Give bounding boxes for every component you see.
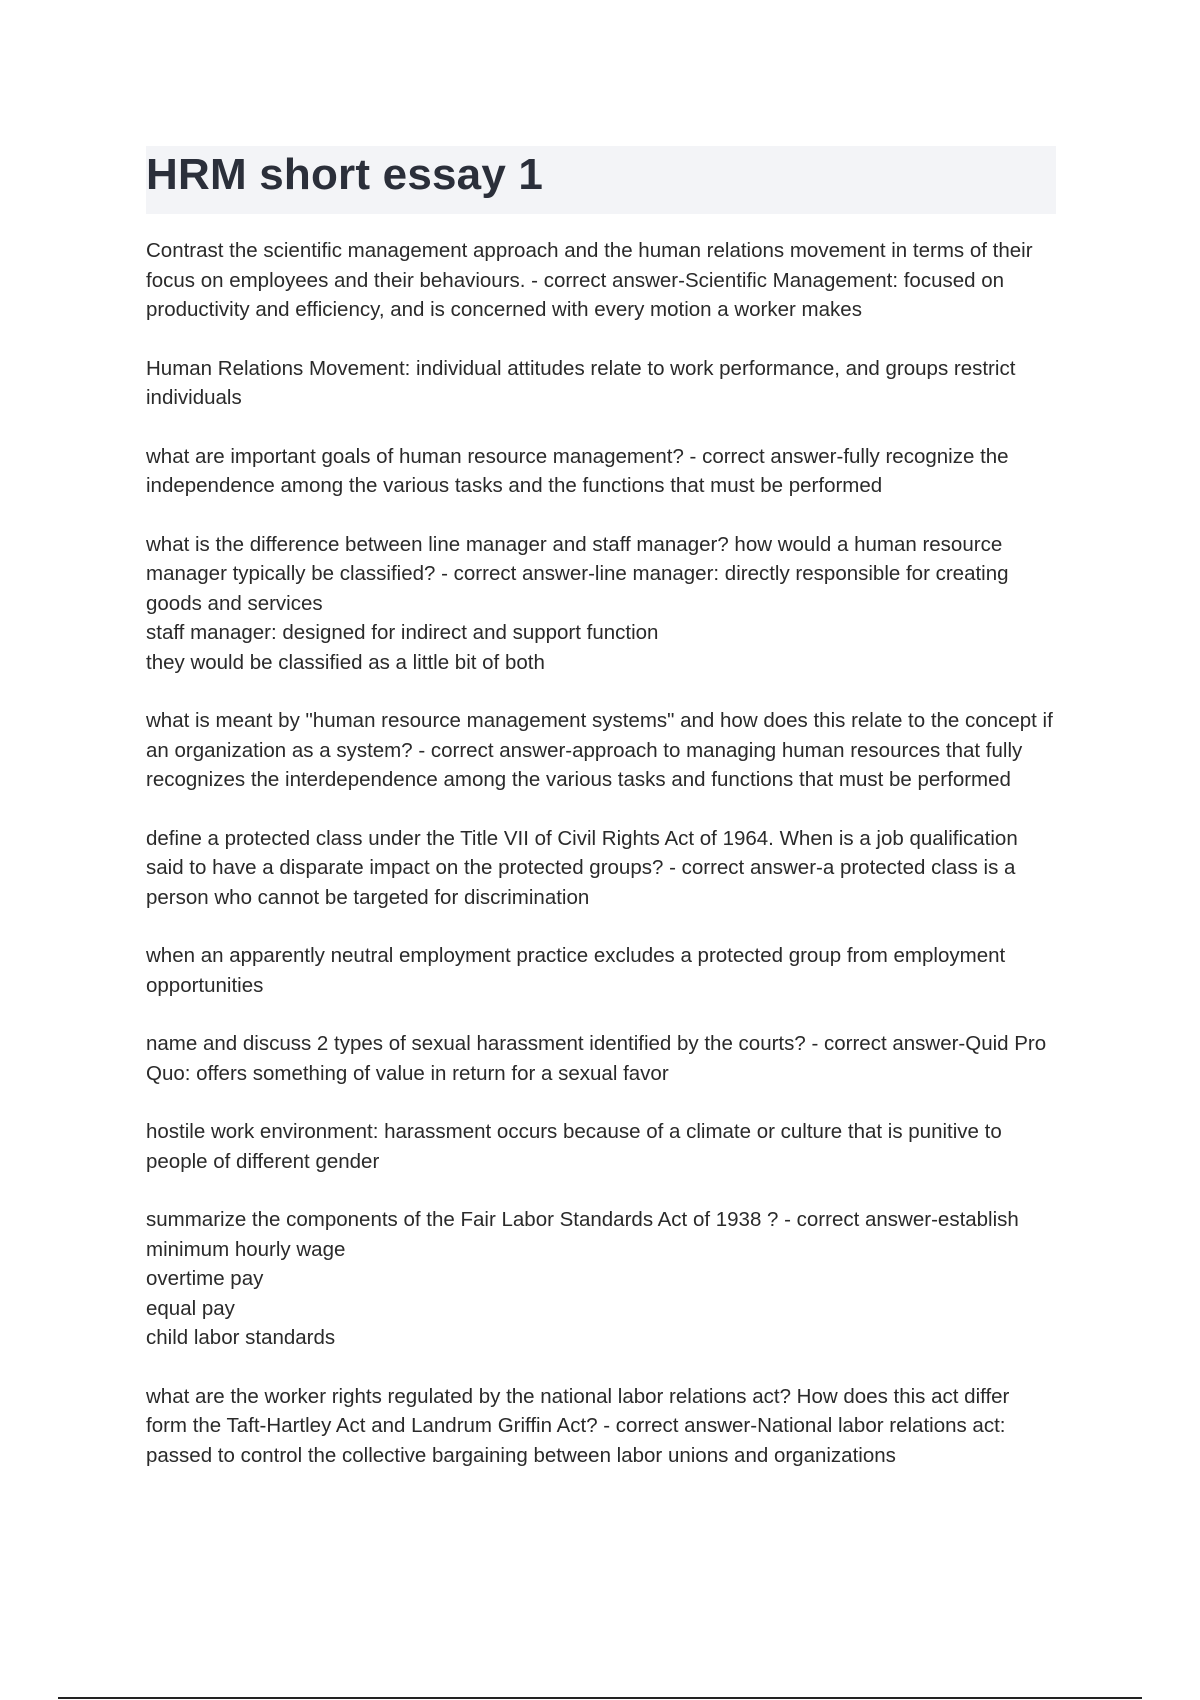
paragraph-2: Human Relations Movement: individual attitudes relate to work performance, and groups restrict individuals	[146, 356, 1016, 409]
paragraph-6: define a protected class under the Title VII of Civil Rights Act of 1964. When is a job qualification said to have a disparate impact on the protected groups? - correct answer-a protected class is a person who cannot be targeted for discrimination	[146, 826, 1018, 909]
paragraph-5: what is meant by "human resource management systems" and how does this relate to the concept if an organization as a system? - correct answer-approach to managing human resources that fully recognizes the interdependence among the various tasks and functions that must be performed	[146, 709, 1053, 791]
title-banner	[146, 146, 1056, 214]
document-title: HRM short essay 1	[146, 150, 544, 199]
page-bottom-divider	[58, 1697, 1142, 1699]
paragraph-1: Contrast the scientific management approach and the human relations movement in terms of their focus on employees and their behaviours. - correct answer-Scientific Management: focused on productivity and efficiency, and is concerned with every motion a worker makes	[146, 239, 1033, 321]
paragraph-3: what are important goals of human resource management? - correct answer-fully recognize the independence among the various tasks and the functions that must be performed	[146, 444, 1009, 497]
paragraph-10: summarize the components of the Fair Labor Standards Act of 1938 ? - correct answer-establish minimum hourly wage overtime pay equal pay child labor standards	[146, 1208, 1019, 1349]
paragraph-8: name and discuss 2 types of sexual harassment identified by the courts? - correct answer-Quid Pro Quo: offers something of value in return for a sexual favor	[146, 1032, 1047, 1085]
paragraph-7: when an apparently neutral employment practice excludes a protected group from employment opportunities	[146, 944, 1006, 997]
paragraph-9: hostile work environment: harassment occurs because of a climate or culture that is punitive to people of different gender	[146, 1120, 1002, 1173]
paragraph-11: what are the worker rights regulated by the national labor relations act? How does this act differ form the Taft-Hartley Act and Landrum Griffin Act? - correct answer-National labor relations act: passed to control the collective bargaining between labor unions and organizations	[146, 1384, 1010, 1467]
paragraph-4: what is the difference between line manager and staff manager? how would a human resource manager typically be classified? - correct answer-line manager: directly responsible for creating goods and services staff manager: designed for indirect and support function they would be classified as a little bit of both	[146, 532, 1009, 674]
document-body	[146, 236, 1056, 1499]
